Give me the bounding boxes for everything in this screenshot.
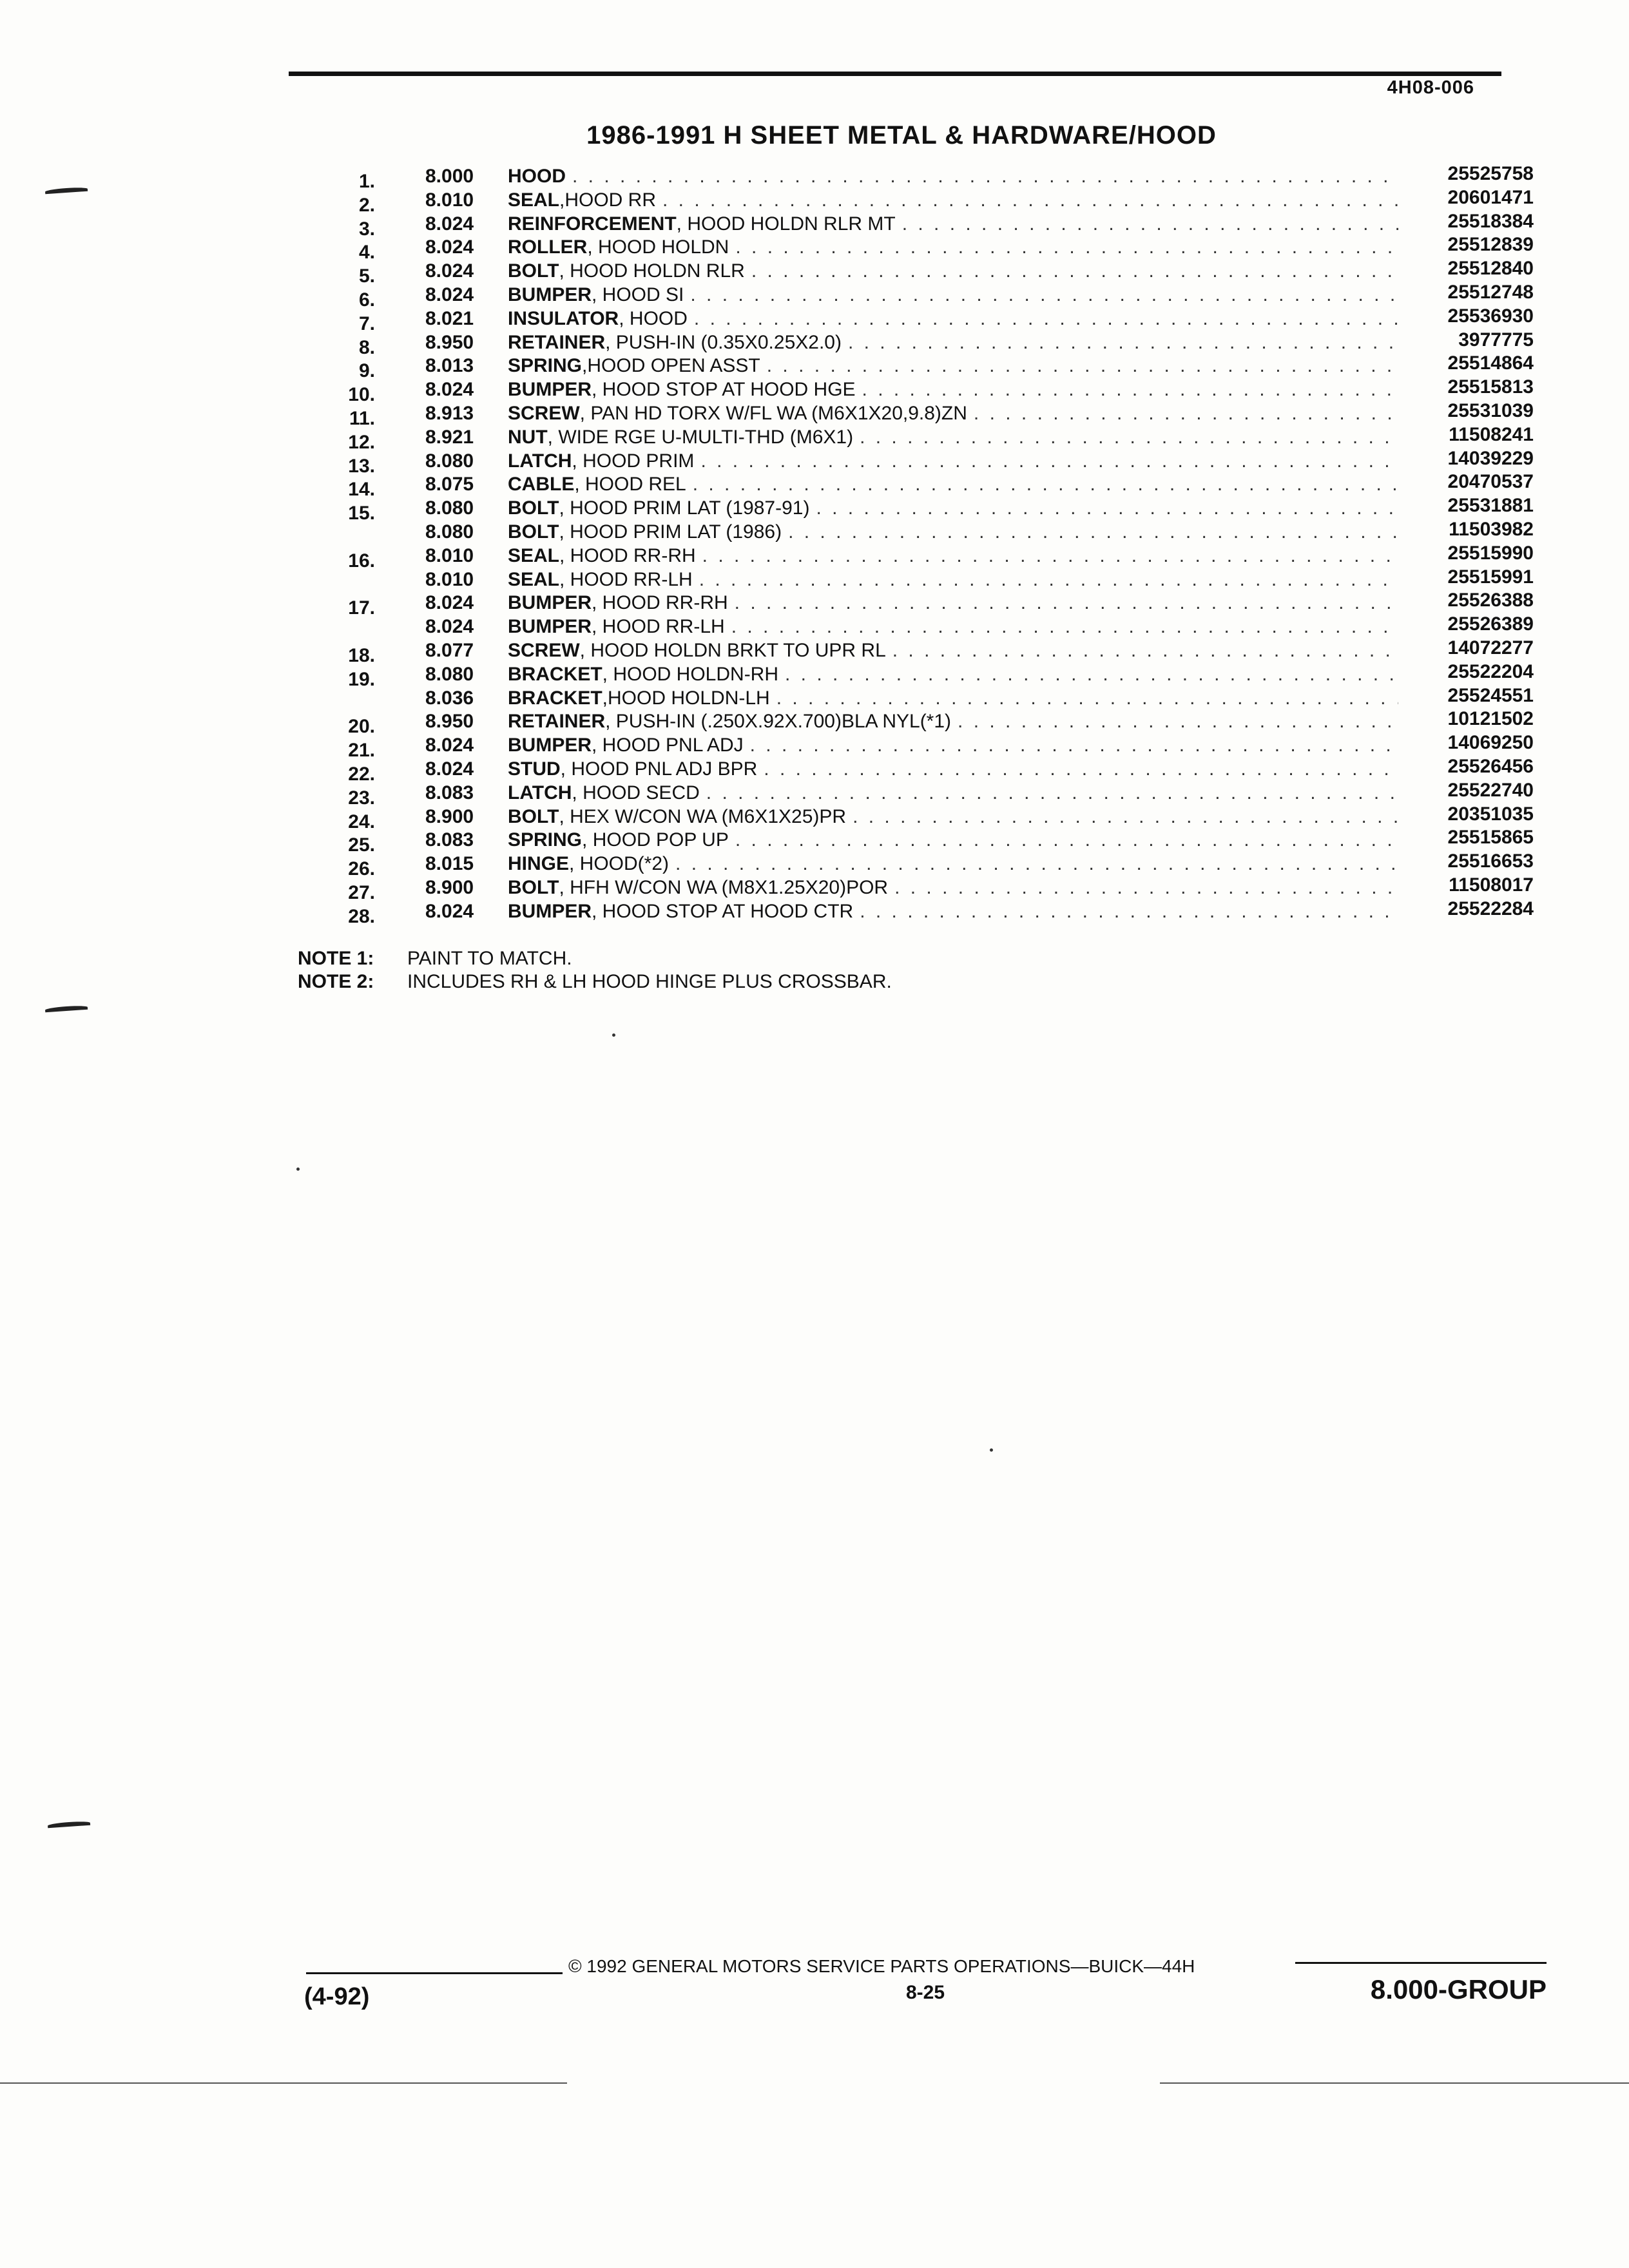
group-number: 8.010 bbox=[425, 544, 474, 566]
scan-speck bbox=[296, 1168, 300, 1171]
part-detail: , HOOD PRIM bbox=[572, 450, 695, 472]
part-detail: , HOOD HOLDN RLR bbox=[559, 260, 745, 282]
parts-row bbox=[335, 186, 1534, 216]
dot-leader bbox=[770, 687, 1398, 711]
part-name: BOLT bbox=[508, 521, 559, 543]
part-description bbox=[508, 876, 1398, 900]
dot-leader bbox=[778, 663, 1398, 687]
parts-row bbox=[335, 258, 1534, 287]
group-number: 8.075 bbox=[425, 474, 474, 495]
part-number: 25522284 bbox=[1447, 898, 1534, 919]
part-number: 25512839 bbox=[1447, 234, 1534, 256]
dot-leader bbox=[856, 378, 1398, 402]
part-description bbox=[508, 734, 1398, 758]
dot-leader bbox=[696, 544, 1398, 568]
part-description bbox=[508, 521, 1398, 544]
part-description bbox=[508, 687, 1398, 711]
item-number: 4. bbox=[358, 242, 375, 264]
part-detail: , HOOD RR-LH bbox=[559, 568, 693, 590]
dot-leader bbox=[686, 473, 1398, 497]
part-number: 3977775 bbox=[1458, 329, 1534, 351]
item-number: 7. bbox=[358, 312, 375, 334]
revision-date: (4-92) bbox=[304, 1983, 370, 2010]
group-number: 8.024 bbox=[425, 616, 474, 638]
part-number: 25514864 bbox=[1447, 352, 1534, 374]
item-number: 19. bbox=[348, 668, 375, 690]
part-name: ROLLER bbox=[508, 236, 588, 258]
part-name: REINFORCEMENT bbox=[508, 213, 677, 235]
dot-leader bbox=[757, 758, 1398, 782]
parts-row bbox=[335, 850, 1534, 880]
dot-leader bbox=[700, 782, 1398, 805]
group-label: 8.000-GROUP bbox=[1370, 1974, 1547, 2004]
part-name: STUD bbox=[508, 758, 561, 780]
parts-row bbox=[335, 542, 1534, 572]
group-number: 8.080 bbox=[425, 663, 474, 685]
part-description bbox=[508, 544, 1398, 568]
dot-leader bbox=[669, 852, 1398, 876]
dot-leader bbox=[842, 331, 1398, 355]
item-number: 15. bbox=[348, 503, 375, 524]
group-number: 8.024 bbox=[425, 900, 474, 922]
dot-leader bbox=[688, 307, 1398, 331]
part-description bbox=[508, 307, 1398, 331]
parts-row bbox=[335, 210, 1534, 240]
part-description bbox=[508, 450, 1398, 474]
part-detail: ,HOOD HOLDN-LH bbox=[602, 687, 770, 709]
part-detail: , PUSH-IN (.250X.92X.700)BLA NYL(*1) bbox=[605, 711, 952, 733]
part-number: 10121502 bbox=[1447, 708, 1534, 730]
group-number: 8.010 bbox=[425, 568, 474, 590]
part-description bbox=[508, 236, 1398, 260]
item-number: 27. bbox=[348, 881, 375, 903]
group-number: 8.024 bbox=[425, 260, 474, 282]
parts-row bbox=[335, 568, 1534, 592]
binder-hole-mark bbox=[45, 187, 88, 195]
dot-leader bbox=[725, 615, 1398, 639]
part-description bbox=[508, 591, 1398, 615]
part-description bbox=[508, 663, 1398, 687]
part-number: 11503982 bbox=[1449, 518, 1534, 540]
page-edge-rule-right bbox=[1160, 2082, 1629, 2084]
item-number: 12. bbox=[348, 431, 375, 453]
part-description bbox=[508, 497, 1398, 521]
part-number: 25515865 bbox=[1447, 827, 1534, 849]
part-number: 20601471 bbox=[1447, 186, 1534, 208]
item-number: 22. bbox=[348, 763, 375, 785]
dot-leader bbox=[744, 734, 1398, 758]
dot-leader bbox=[782, 521, 1398, 544]
parts-row bbox=[335, 898, 1534, 927]
group-number: 8.024 bbox=[425, 592, 474, 614]
part-name: BOLT bbox=[508, 805, 559, 827]
item-number: 25. bbox=[348, 834, 375, 856]
group-number: 8.021 bbox=[425, 307, 474, 329]
part-name: SPRING bbox=[508, 355, 583, 377]
part-detail: , HOOD PRIM LAT (1987-91) bbox=[559, 497, 810, 519]
part-number: 25524551 bbox=[1447, 684, 1534, 706]
parts-row bbox=[335, 779, 1534, 809]
group-number: 8.024 bbox=[425, 213, 474, 235]
part-name: BUMPER bbox=[508, 900, 592, 922]
part-name: BUMPER bbox=[508, 616, 592, 638]
dot-leader bbox=[967, 402, 1398, 426]
part-name: LATCH bbox=[508, 782, 572, 803]
item-number: 2. bbox=[358, 194, 375, 216]
part-name: RETAINER bbox=[508, 331, 606, 353]
note-text: PAINT TO MATCH. bbox=[407, 948, 572, 969]
parts-row bbox=[335, 732, 1534, 762]
note-label: NOTE 1: bbox=[298, 948, 374, 969]
dot-leader bbox=[853, 900, 1398, 924]
part-name: SCREW bbox=[508, 402, 580, 424]
part-detail: , WIDE RGE U-MULTI-THD (M6X1) bbox=[547, 426, 854, 448]
part-detail: ,HOOD RR bbox=[559, 189, 657, 211]
scan-speck bbox=[612, 1033, 615, 1037]
note-line bbox=[298, 970, 892, 994]
dot-leader bbox=[729, 829, 1398, 852]
part-description bbox=[508, 615, 1398, 639]
part-detail: , HOOD RR-RH bbox=[559, 544, 696, 566]
part-name: BUMPER bbox=[508, 379, 592, 401]
dot-leader bbox=[896, 213, 1398, 236]
part-number: 25518384 bbox=[1447, 210, 1534, 232]
part-name: BOLT bbox=[508, 497, 559, 519]
part-number: 25526456 bbox=[1447, 755, 1534, 777]
part-number: 25522740 bbox=[1447, 779, 1534, 801]
part-description bbox=[508, 426, 1398, 450]
item-number: 21. bbox=[348, 740, 375, 762]
binder-hole-mark bbox=[45, 1005, 88, 1013]
part-description bbox=[508, 165, 1398, 189]
part-detail: , HOOD PNL ADJ bbox=[592, 735, 744, 756]
part-detail: , HOOD(*2) bbox=[569, 853, 670, 875]
part-number: 25515813 bbox=[1447, 376, 1534, 398]
parts-row bbox=[335, 518, 1534, 544]
item-number: 18. bbox=[348, 644, 375, 666]
group-number: 8.080 bbox=[425, 497, 474, 519]
part-number: 25515991 bbox=[1447, 566, 1534, 588]
part-detail: , HEX W/CON WA (M6X1X25)PR bbox=[559, 805, 847, 827]
part-number: 25522204 bbox=[1447, 660, 1534, 682]
part-number: 25515990 bbox=[1447, 542, 1534, 564]
item-number: 1. bbox=[358, 171, 375, 192]
part-detail: , HOOD RR-LH bbox=[592, 616, 725, 638]
item-number: 23. bbox=[348, 787, 375, 809]
part-name: SEAL bbox=[508, 544, 560, 566]
part-description bbox=[508, 805, 1398, 829]
part-number: 25525758 bbox=[1447, 163, 1534, 184]
part-name: BUMPER bbox=[508, 284, 592, 305]
group-number: 8.013 bbox=[425, 355, 474, 377]
notes-section bbox=[298, 947, 892, 994]
parts-row bbox=[335, 281, 1534, 311]
part-description bbox=[508, 900, 1398, 924]
item-number: 3. bbox=[358, 218, 375, 240]
part-name: RETAINER bbox=[508, 711, 606, 733]
dot-leader bbox=[886, 639, 1398, 663]
dot-leader bbox=[760, 354, 1398, 378]
part-name: NUT bbox=[508, 426, 548, 448]
part-name: BRACKET bbox=[508, 687, 602, 709]
parts-row bbox=[335, 376, 1534, 406]
parts-row bbox=[335, 471, 1534, 501]
item-number: 6. bbox=[358, 289, 375, 311]
part-name: LATCH bbox=[508, 450, 572, 472]
part-detail: , PAN HD TORX W/FL WA (M6X1X20,9.8)ZN bbox=[579, 402, 967, 424]
scan-speck bbox=[990, 1448, 993, 1452]
item-number: 8. bbox=[358, 336, 375, 358]
part-name: SCREW bbox=[508, 639, 580, 661]
dot-leader bbox=[566, 165, 1398, 189]
dot-leader bbox=[888, 876, 1398, 900]
part-number: 25512748 bbox=[1447, 281, 1534, 303]
item-number: 28. bbox=[348, 905, 375, 927]
parts-row bbox=[335, 423, 1534, 453]
part-number: 25526388 bbox=[1447, 590, 1534, 611]
dot-leader bbox=[729, 236, 1398, 260]
parts-row bbox=[335, 305, 1534, 334]
part-description bbox=[508, 758, 1398, 782]
part-number: 25526389 bbox=[1447, 613, 1534, 635]
parts-row bbox=[335, 708, 1534, 738]
part-number: 20470537 bbox=[1447, 471, 1534, 493]
footer-rule-left bbox=[306, 1972, 563, 1974]
item-number: 5. bbox=[358, 265, 375, 287]
part-detail: ,HOOD OPEN ASST bbox=[582, 355, 760, 377]
part-description bbox=[508, 260, 1398, 284]
page-number: 8-25 bbox=[906, 1982, 945, 2003]
part-detail: , HOOD HOLDN-RH bbox=[602, 663, 779, 685]
header-rule bbox=[289, 72, 1501, 76]
part-detail: , HOOD HOLDN bbox=[587, 236, 729, 258]
parts-row bbox=[335, 590, 1534, 619]
part-detail: , HOOD SECD bbox=[572, 782, 700, 803]
part-detail: , HOOD RR-RH bbox=[592, 592, 728, 614]
part-description bbox=[508, 568, 1398, 592]
parts-row bbox=[335, 399, 1534, 429]
page-edge-rule-left bbox=[0, 2082, 567, 2084]
group-number: 8.024 bbox=[425, 735, 474, 756]
note-label: NOTE 2: bbox=[298, 971, 374, 992]
part-description bbox=[508, 782, 1398, 805]
group-number: 8.015 bbox=[425, 853, 474, 875]
part-number: 14069250 bbox=[1447, 732, 1534, 754]
part-number: 25531881 bbox=[1447, 495, 1534, 517]
parts-row bbox=[335, 637, 1534, 666]
part-description bbox=[508, 331, 1398, 355]
part-description bbox=[508, 852, 1398, 876]
part-number: 25512840 bbox=[1447, 258, 1534, 280]
part-name: BUMPER bbox=[508, 592, 592, 614]
group-number: 8.083 bbox=[425, 829, 474, 851]
group-number: 8.036 bbox=[425, 687, 474, 709]
part-description bbox=[508, 354, 1398, 378]
parts-row bbox=[335, 660, 1534, 690]
part-detail: , HOOD REL bbox=[574, 474, 686, 495]
part-description bbox=[508, 284, 1398, 307]
note-line bbox=[298, 947, 892, 970]
group-number: 8.024 bbox=[425, 758, 474, 780]
item-number: 16. bbox=[348, 550, 375, 572]
note-text: INCLUDES RH & LH HOOD HINGE PLUS CROSSBAR. bbox=[407, 971, 892, 992]
part-name: CABLE bbox=[508, 474, 575, 495]
dot-leader bbox=[846, 805, 1398, 829]
part-name: BOLT bbox=[508, 876, 559, 898]
group-number: 8.913 bbox=[425, 402, 474, 424]
parts-row bbox=[335, 874, 1534, 903]
parts-row bbox=[335, 755, 1534, 785]
part-name: INSULATOR bbox=[508, 307, 619, 329]
item-number: 11. bbox=[349, 407, 375, 429]
parts-row bbox=[335, 615, 1534, 639]
part-detail: , HOOD PRIM LAT (1986) bbox=[559, 521, 782, 543]
part-description bbox=[508, 829, 1398, 852]
part-name: BOLT bbox=[508, 260, 559, 282]
dot-leader bbox=[728, 591, 1398, 615]
part-name: HOOD bbox=[508, 166, 566, 187]
group-number: 8.024 bbox=[425, 236, 474, 258]
part-detail: , HOOD STOP AT HOOD CTR bbox=[592, 900, 854, 922]
part-detail: , HOOD PNL ADJ BPR bbox=[560, 758, 758, 780]
part-detail: , HFH W/CON WA (M8X1.25X20)POR bbox=[559, 876, 889, 898]
item-number: 10. bbox=[348, 384, 375, 406]
part-detail: , HOOD SI bbox=[592, 284, 684, 305]
part-name: BRACKET bbox=[508, 663, 602, 685]
dot-leader bbox=[853, 426, 1398, 450]
part-name: SEAL bbox=[508, 568, 560, 590]
part-description bbox=[508, 189, 1398, 213]
part-number: 11508241 bbox=[1449, 423, 1534, 445]
group-number: 8.080 bbox=[425, 450, 474, 472]
group-number: 8.000 bbox=[425, 166, 474, 187]
parts-row bbox=[335, 234, 1534, 264]
item-number: 20. bbox=[348, 716, 375, 738]
parts-row bbox=[335, 329, 1534, 358]
item-number: 17. bbox=[348, 597, 375, 619]
parts-row bbox=[335, 495, 1534, 524]
binder-hole-mark bbox=[48, 1821, 90, 1829]
group-number: 8.010 bbox=[425, 189, 474, 211]
parts-list bbox=[335, 163, 1534, 927]
dot-leader bbox=[693, 568, 1398, 592]
part-description bbox=[508, 378, 1398, 402]
part-detail: , HOOD bbox=[619, 307, 688, 329]
part-number: 20351035 bbox=[1447, 803, 1534, 825]
parts-row bbox=[335, 163, 1534, 192]
part-number: 25516653 bbox=[1447, 850, 1534, 872]
group-number: 8.900 bbox=[425, 805, 474, 827]
part-name: SPRING bbox=[508, 829, 583, 851]
copyright-line: © 1992 GENERAL MOTORS SERVICE PARTS OPERATIONS—BUICK—44H bbox=[568, 1956, 1195, 1976]
part-detail: , PUSH-IN (0.35X0.25X2.0) bbox=[605, 331, 842, 353]
group-number: 8.077 bbox=[425, 639, 474, 661]
part-number: 14039229 bbox=[1447, 447, 1534, 469]
item-number: 14. bbox=[348, 479, 375, 501]
part-number: 11508017 bbox=[1449, 874, 1534, 896]
parts-row bbox=[335, 447, 1534, 477]
dot-leader bbox=[684, 284, 1398, 307]
part-description bbox=[508, 639, 1398, 663]
group-number: 8.900 bbox=[425, 876, 474, 898]
part-detail: , HOOD HOLDN RLR MT bbox=[676, 213, 896, 235]
group-number: 8.080 bbox=[425, 521, 474, 543]
dot-leader bbox=[694, 450, 1398, 474]
parts-row bbox=[335, 803, 1534, 832]
part-detail: , HOOD POP UP bbox=[582, 829, 729, 851]
parts-row bbox=[335, 827, 1534, 856]
item-number: 13. bbox=[348, 455, 375, 477]
part-name: SEAL bbox=[508, 189, 560, 211]
part-description bbox=[508, 402, 1398, 426]
dot-leader bbox=[656, 189, 1398, 213]
item-number: 24. bbox=[348, 811, 375, 832]
dot-leader bbox=[951, 710, 1398, 734]
footer-rule-right bbox=[1295, 1962, 1547, 1964]
part-description bbox=[508, 213, 1398, 236]
group-number: 8.083 bbox=[425, 782, 474, 803]
parts-row bbox=[335, 684, 1534, 711]
item-number: 26. bbox=[348, 858, 375, 880]
dot-leader bbox=[809, 497, 1398, 521]
part-description bbox=[508, 473, 1398, 497]
group-number: 8.024 bbox=[425, 284, 474, 305]
page-title: 1986-1991 H SHEET METAL & HARDWARE/HOOD bbox=[586, 121, 1217, 149]
dot-leader bbox=[745, 260, 1398, 284]
group-number: 8.950 bbox=[425, 331, 474, 353]
group-number: 8.921 bbox=[425, 426, 474, 448]
item-number: 9. bbox=[358, 360, 375, 382]
part-number: 14072277 bbox=[1447, 637, 1534, 658]
part-number: 25536930 bbox=[1447, 305, 1534, 327]
part-name: BUMPER bbox=[508, 735, 592, 756]
part-description bbox=[508, 710, 1398, 734]
part-name: HINGE bbox=[508, 853, 570, 875]
document-code: 4H08-006 bbox=[1387, 77, 1474, 98]
group-number: 8.950 bbox=[425, 711, 474, 733]
part-detail: , HOOD HOLDN BRKT TO UPR RL bbox=[579, 639, 886, 661]
group-number: 8.024 bbox=[425, 379, 474, 401]
parts-row bbox=[335, 352, 1534, 382]
part-number: 25531039 bbox=[1447, 399, 1534, 421]
part-detail: , HOOD STOP AT HOOD HGE bbox=[592, 379, 856, 401]
